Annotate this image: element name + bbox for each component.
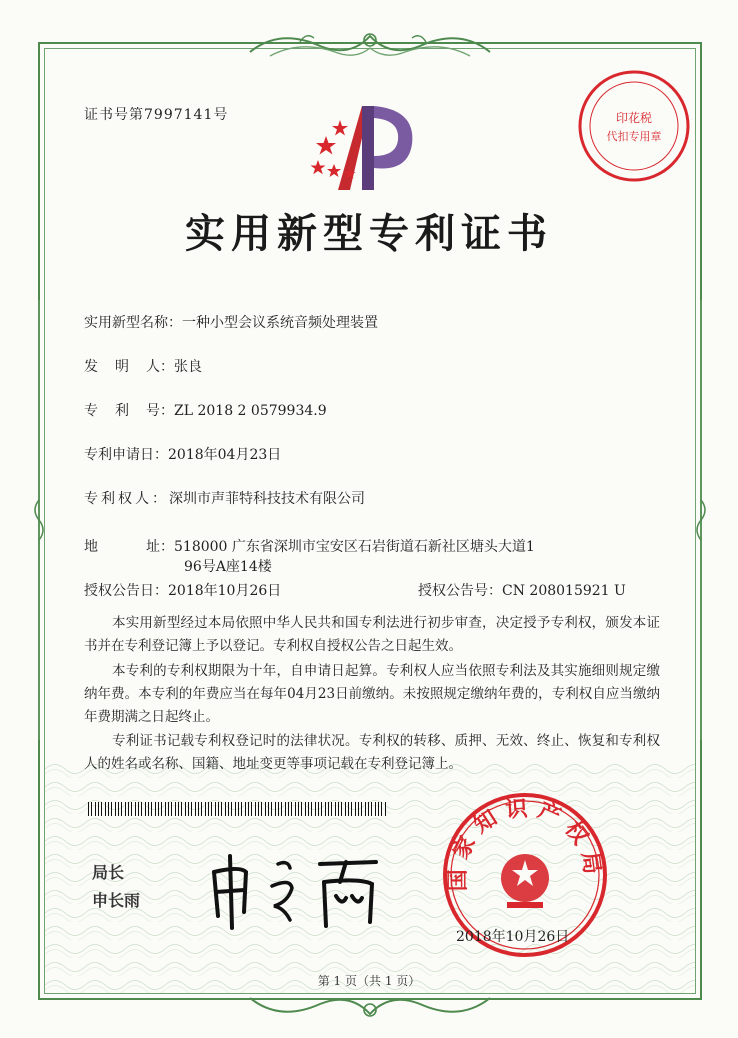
inventor-label: 发 明 人： [84,359,174,375]
field-address [84,536,535,556]
seal-date: 2018年10月26日 [456,929,570,945]
barcode [88,802,386,816]
svg-text:印花税: 印花税 [615,111,653,125]
chief-name: 申长雨 [92,891,141,910]
field-utility-name [84,312,378,332]
page-number: 第 1 页（共 1 页） [317,974,421,988]
field-inventor [84,356,202,376]
filing-date-value: 2018年04月23日 [168,447,282,463]
svg-text:国家知识产权局: 国家知识产权局 [445,796,606,892]
grant-number-value: CN 208015921 U [502,583,626,599]
field-patent-number [84,400,327,420]
field-grant-date [84,580,281,600]
tax-stamp-seal [574,66,694,186]
patentee-label: 专利权人： [84,491,169,507]
filing-date-label: 专利申请日： [84,447,168,463]
grant-date-value: 2018年10月26日 [168,583,282,599]
top-ornament [240,22,500,66]
grant-number-label: 授权公告号： [418,583,502,599]
utility-name-value: 一种小型会议系统音频处理装置 [182,315,378,331]
page-title: 实用新型专利证书 [185,210,553,257]
left-side-ornament [30,300,48,740]
bottom-ornament [240,984,500,1028]
right-side-ornament [692,300,710,740]
patentee-value: 深圳市声菲特科技技术有限公司 [169,491,365,507]
address-line-2: 96号A座14楼 [184,559,272,575]
handwritten-signature [200,842,390,932]
patent-number-value: ZL 2018 2 0579934.9 [174,403,327,419]
paragraph-1: 本实用新型经过本局依照中华人民共和国专利法进行初步审查，决定授予专利权，颁发本证书并在专利登记簿上予以登记。专利权自授权公告之日起生效。 [84,615,660,654]
certificate-number: 证书号第7997141号 [84,107,229,123]
field-grant-number [418,580,626,600]
inventor-value: 张良 [174,359,202,375]
paragraph-3: 专利证书记载专利权登记时的法律状况。专利权的转移、质押、无效、终止、恢复和专利权人的姓名或名称、国籍、地址变更等事项记载在专利登记簿上。 [84,733,660,772]
svg-text:代扣专用章: 代扣专用章 [606,130,662,143]
chief-title: 局长 [92,863,125,882]
utility-name-label: 实用新型名称： [84,315,182,331]
paragraph-2: 本专利的专利权期限为十年，自申请日起算。专利权人应当依照专利法及其实施细则规定缴纳年费。本专利的年费应当在每年04月23日前缴纳。未按照规定缴纳年费的，专利权自应当缴纳年费期满之日起终止。 [84,663,660,725]
address-label: 地 址： [84,539,174,555]
field-patentee [84,488,365,508]
patent-office-logo-icon [304,98,424,198]
address-line-1: 518000 广东省深圳市宝安区石岩街道石新社区塘头大道1 [174,539,535,555]
field-filing-date [84,444,281,464]
patent-number-label: 专 利 号： [84,403,174,419]
grant-date-label: 授权公告日： [84,583,168,599]
